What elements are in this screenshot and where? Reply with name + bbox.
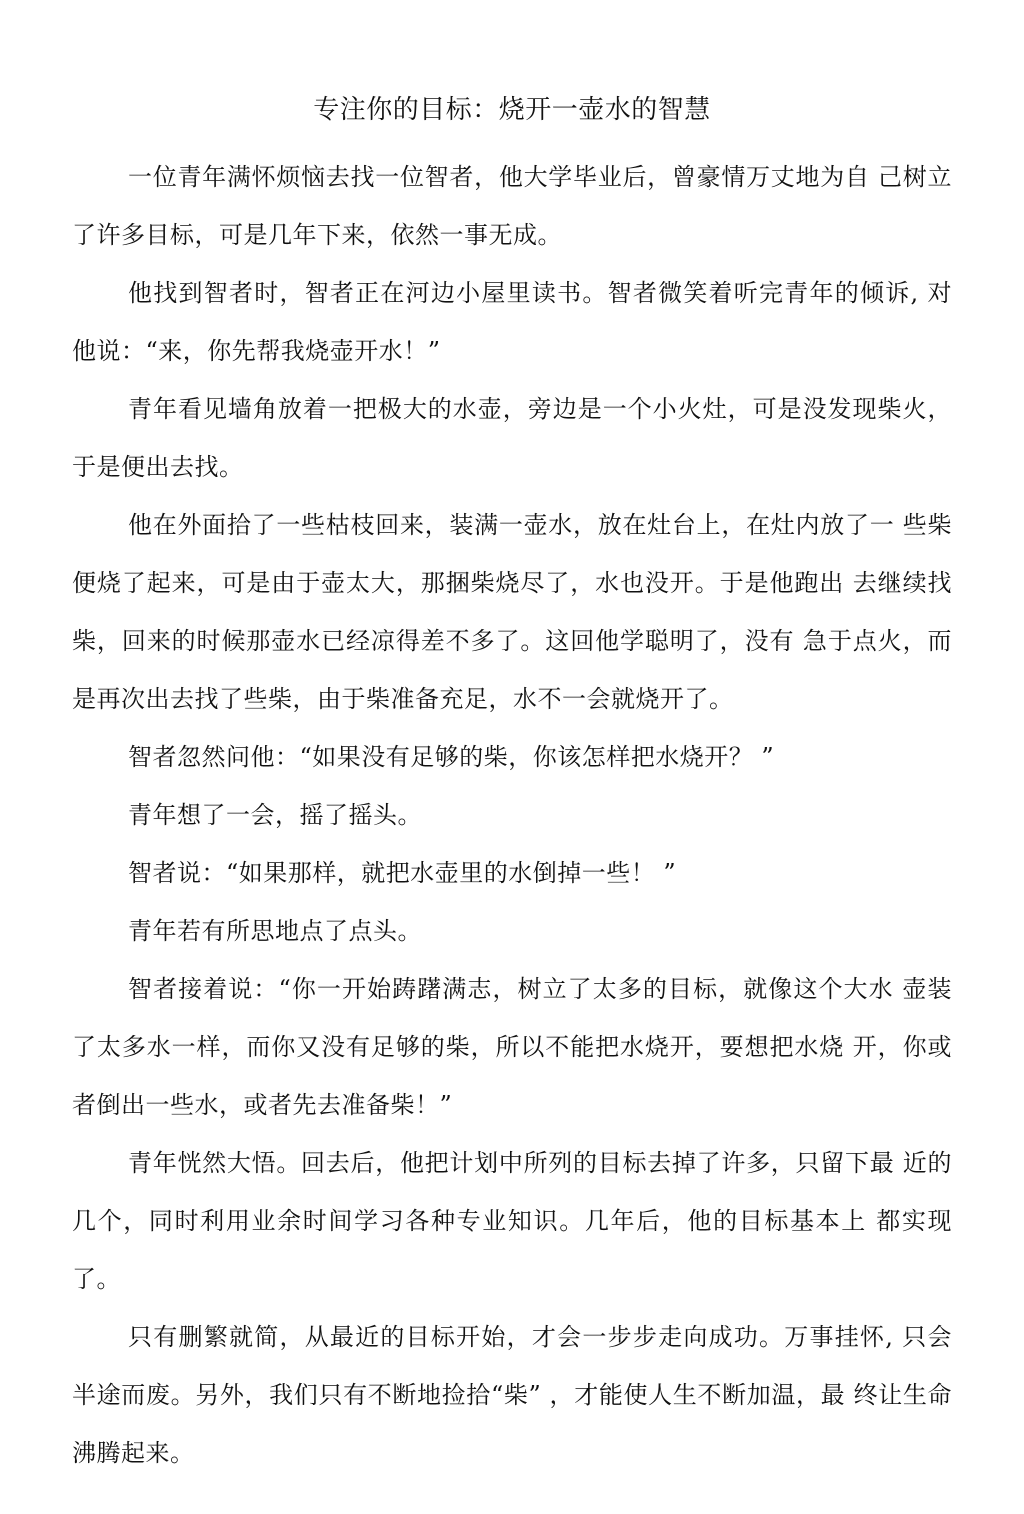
paragraph-8: 青年若有所思地点了点头。	[128, 917, 422, 945]
paragraph-10: 青年恍然大悟。回去后，他把计划中所列的目标去掉了许多，只留下最 近的几个，同时利用业余时间学习各种专业知识。几年后，他的目标基本上 都实现了。	[72, 1149, 952, 1293]
paragraph-2: 他找到智者时，智者正在河边小屋里读书。智者微笑着听完青年的倾诉, 对他说：“来，你先帮我烧壶开水！”	[72, 279, 952, 365]
paragraph-7: 智者说：“如果那样，就把水壶里的水倒掉一些！ ”	[128, 859, 677, 887]
paragraph-1: 一位青年满怀烦恼去找一位智者，他大学毕业后，曾豪情万丈地为自 己树立了许多目标，可是几年下来，依然一事无成。	[72, 163, 952, 249]
paragraph-9: 智者接着说：“你一开始踌躇满志，树立了太多的目标，就像这个大水 壶装了太多水一样，而你又没有足够的柴，所以不能把水烧开，要想把水烧 开，你或者倒出一些水，或者先去准备柴！”	[72, 975, 952, 1119]
document-page	[72, 92, 952, 1482]
paragraph-11: 只有删繁就简，从最近的目标开始，才会一步步走向成功。万事挂怀, 只会半途而废。另外，我们只有不断地捡拾“柴” ，才能使人生不断加温，最 终让生命沸腾起来。	[72, 1323, 952, 1467]
paragraph-6: 青年想了一会，摇了摇头。	[128, 801, 422, 829]
paragraph-5: 智者忽然问他：“如果没有足够的柴，你该怎样把水烧开？ ”	[128, 743, 775, 771]
paragraph-4: 他在外面拾了一些枯枝回来，装满一壶水，放在灶台上，在灶内放了一 些柴便烧了起来，可是由于壶太大，那捆柴烧尽了，水也没开。于是他跑出 去继续找柴，回来的时候那壶水已经凉得差不多了。这回他学聪明了，没有 急于点火，而是再次出去找了些柴，由于柴准备充足，水不一会就烧开了。	[72, 511, 952, 713]
paragraph-3: 青年看见墙角放着一把极大的水壶，旁边是一个小火灶，可是没发现柴火，于是便出去找。	[72, 395, 952, 481]
document-title: 专注你的目标：烧开一壶水的智慧	[313, 95, 711, 125]
